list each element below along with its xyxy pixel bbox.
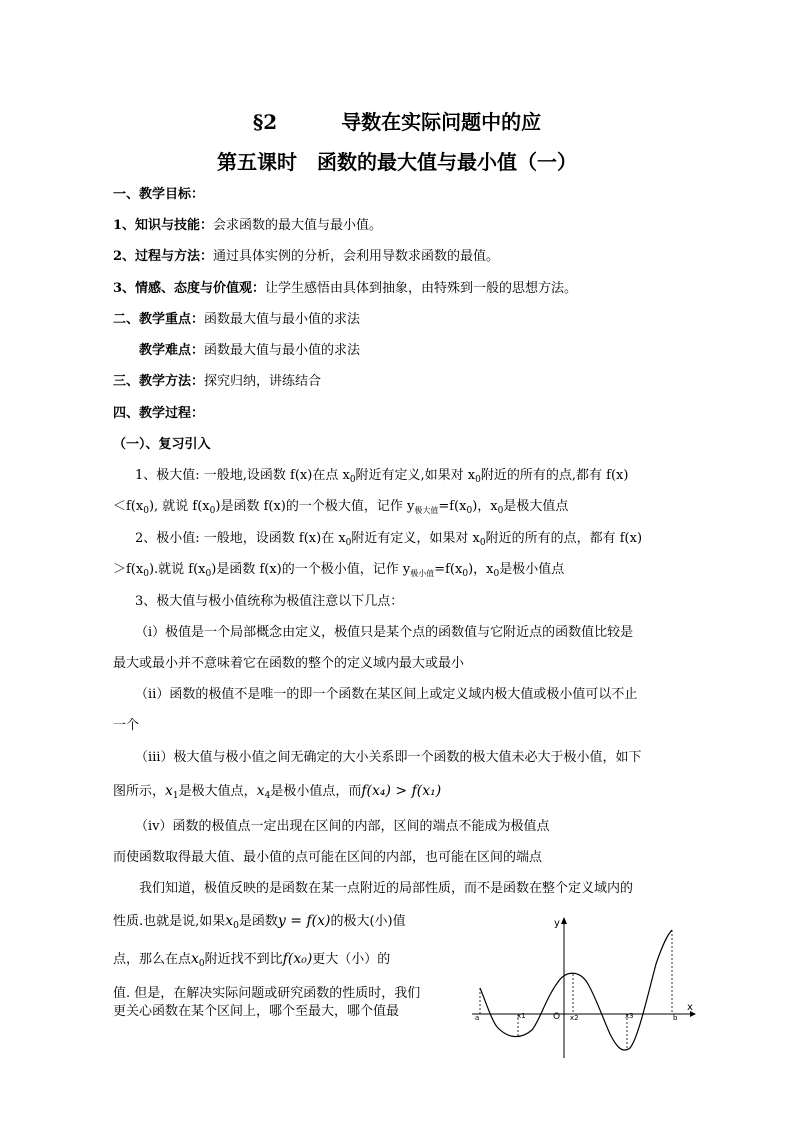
inequality-formula: f(x₄) > f(x₁)	[361, 783, 442, 799]
section-number: §2	[252, 110, 278, 134]
point-label-x1: x1	[517, 1012, 526, 1020]
note-5: 而使函数取得最大值、最小值的点可能在区间的内部，也可能在区间的端点	[113, 850, 543, 865]
point-label-x2: x2	[570, 1014, 579, 1022]
paragraph-line1: 我们知道，极值反映的是函数在某一点附近的局部性质，而不是函数在整个定义域内的	[139, 881, 634, 896]
note-1-line2: 最大或最小并不意味着它在函数的整个的定义域内最大或最小	[113, 656, 465, 671]
point-label-b: b	[673, 1014, 678, 1022]
function-curve	[480, 930, 672, 1050]
section-title: 导数在实际问题中的应	[341, 110, 542, 134]
note-4: （ⅳ）函数的极值点一定出现在区间的内部，区间的端点不能成为极值点	[135, 819, 550, 834]
paragraph-line4: 值. 但是，在解决实际问题或研究函数的性质时，我们	[113, 986, 421, 1001]
function-formula: y = f(x)	[277, 913, 331, 929]
lesson-title	[0, 106, 794, 135]
lesson-subtitle: 第五课时 函数的最大值与最小值（一）	[217, 150, 577, 174]
goal-item: 2、过程与方法：通过具体实例的分析，会利用导数求函数的最值。	[113, 249, 500, 264]
fx0-formula: f(x₀)	[282, 951, 313, 967]
max-definition-line1: 1、极大值: 一般地,设函数 f(x)在点 $x_0$附近有定义,如果对 $x_0$附近的所有的点,都有 f(x)	[135, 468, 629, 485]
review-heading: （一）、复习引入	[113, 437, 211, 452]
y-axis-label: y	[554, 918, 560, 929]
notes-heading: 3、极大值与极小值统称为极值注意以下几点：	[135, 594, 404, 609]
note-2-line2: 一个	[113, 718, 140, 733]
goal-item: 1、知识与技能：会求函数的最大值与最小值。	[113, 218, 383, 233]
x-axis-label: x	[687, 1002, 693, 1013]
goals-heading: 一、教学目标：	[113, 187, 205, 202]
note-3-line1: （ⅲ）极大值与极小值之间无确定的大小关系即一个函数的极大值未必大于极小值，如下	[135, 750, 642, 765]
methods: 三、教学方法：探究归纳，讲练结合	[113, 374, 322, 389]
goal-item: 3、情感、态度与价值观：让学生感悟由具体到抽象，由特殊到一般的思想方法。	[113, 281, 578, 296]
note-1-line1: （ⅰ）极值是一个局部概念由定义，极值只是某个点的函数值与它附近点的函数值比较是	[135, 625, 634, 640]
difficulty: 教学难点：函数最大值与最小值的求法	[139, 343, 361, 358]
function-graph	[470, 912, 700, 1062]
paragraph-line2: 性质.也就是说,如果$x_0$是函数y = f(x)的极大(小)值	[113, 913, 406, 931]
paragraph-line3: 点，那么在点$x_0$附近找不到比f(x₀)更大（小）的	[113, 951, 391, 969]
process-heading: 四、教学过程：	[113, 406, 205, 421]
max-definition-line2: $<f(x_0)$, 就说 $f(x_0)$是函数 f(x)的一个极大值，记作 $y_{极大值}=f(x_0)$，$x_0$是极大值点	[113, 499, 569, 516]
min-definition-line1: 2、极小值: 一般地，设函数 f(x)在 $x_0$附近有定义，如果对 $x_0$附近的所有的点，都有 f(x)	[135, 531, 643, 548]
note-2-line1: （ⅱ）函数的极值不是唯一的即一个函数在某区间上或定义域内极大值或极小值可以不止	[135, 687, 638, 702]
origin-label: O	[553, 1012, 561, 1022]
point-label-x3: x3	[625, 1012, 634, 1020]
key-point: 二、教学重点：函数最大值与最小值的求法	[113, 312, 361, 327]
min-definition-line2: $>f(x_0)$.就说 $f(x_0)$是函数 f(x)的一个极小值，记作 $y_{极小值}=f(x_0)$，$x_0$是极小值点	[113, 562, 565, 579]
paragraph-line5: 更关心函数在某个区间上，哪个至最大，哪个值最	[113, 1004, 400, 1019]
point-label-a: a	[475, 1014, 480, 1022]
note-3-line2: 图所示，$x_1$是极大值点，$x_4$是极小值点，而f(x₄) > f(x₁)	[113, 783, 442, 801]
y-axis-arrow	[561, 917, 567, 924]
